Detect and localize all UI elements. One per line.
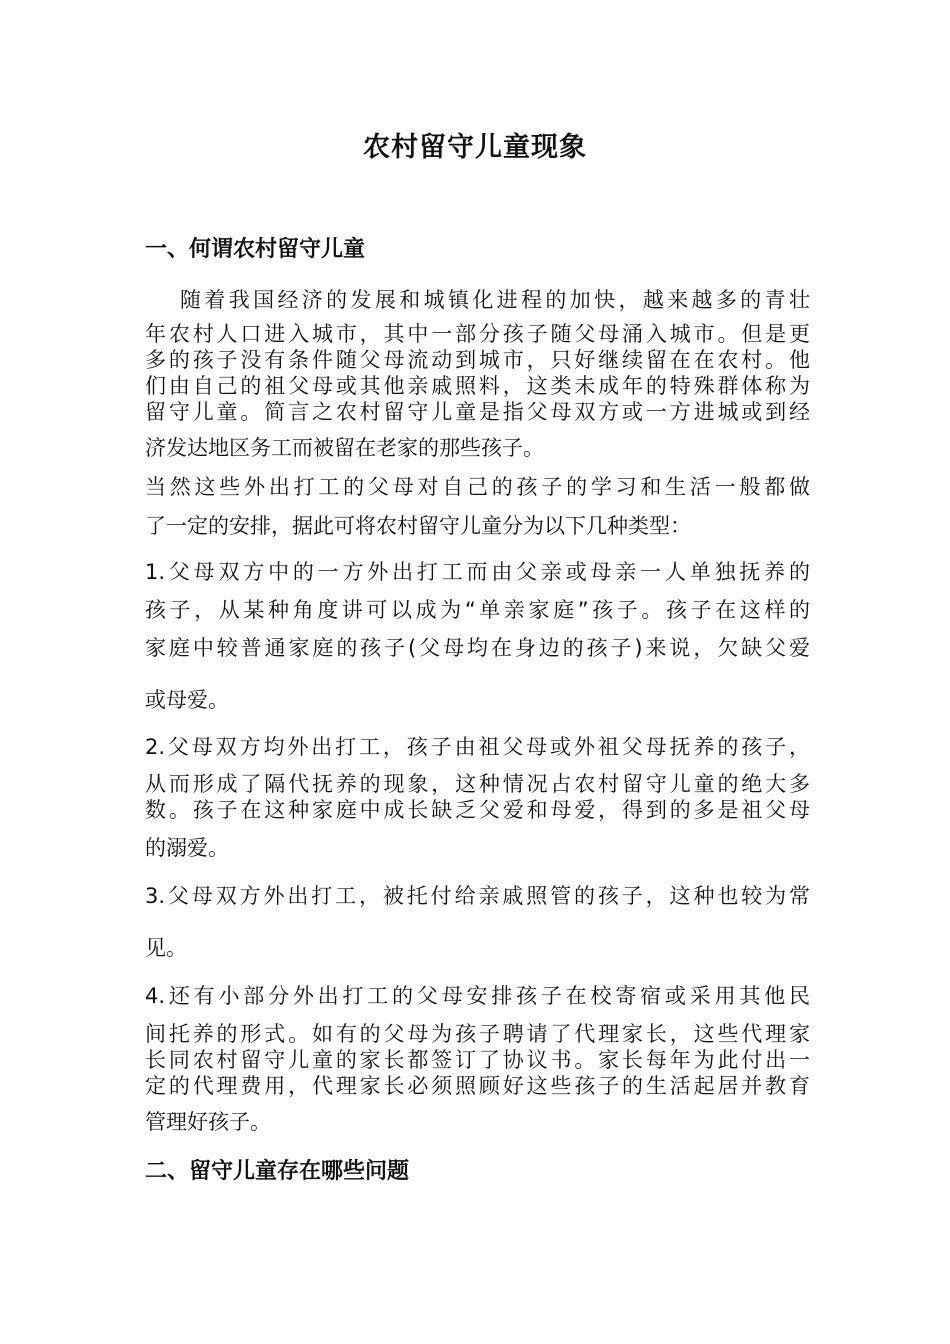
list-item-line: 长同农村留守儿童的家长都签订了协议书。家长每年为此付出一	[145, 1048, 810, 1072]
list-item-line: 家庭中较普通家庭的孩子(父母均在身边的孩子)来说，欠缺父爱	[145, 636, 810, 660]
list-item-line: 间托养的形式。如有的父母为孩子聘请了代理家长，这些代理家	[145, 1022, 810, 1046]
paragraph-line: 随着我国经济的发展和城镇化进程的加快，越来越多的青壮	[180, 288, 810, 312]
list-item-line: 管理好孩子。	[145, 1110, 271, 1134]
list-item-line: 1.父母双方中的一方外出打工而由父亲或母亲一人单独抚养的	[145, 560, 810, 584]
list-item-line: 从而形成了隔代抚养的现象，这种情况占农村留守儿童的绝大多	[145, 772, 810, 796]
list-item-line: 3.父母双方外出打工，被托付给亲戚照管的孩子，这种也较为常	[145, 884, 810, 908]
paragraph-line: 当然这些外出打工的父母对自己的孩子的学习和生活一般都做	[145, 475, 810, 499]
list-item-line: 定的代理费用，代理家长必须照顾好这些孩子的生活起居并教育	[145, 1074, 810, 1098]
list-item-line: 4.还有小部分外出打工的父母安排孩子在校寄宿或采用其他民	[145, 984, 810, 1008]
section-heading-2: 二、留守儿童存在哪些问题	[145, 1159, 410, 1184]
list-item-line: 或母爱。	[145, 688, 229, 712]
paragraph-line: 们由自己的祖父母或其他亲戚照料，这类未成年的特殊群体称为	[145, 374, 810, 398]
document-title: 农村留守儿童现象	[363, 132, 587, 163]
list-item-line: 的溺爱。	[145, 836, 229, 860]
paragraph-line: 济发达地区务工而被留在老家的那些孩子。	[145, 436, 544, 460]
list-item-line: 2.父母双方均外出打工，孩子由祖父母或外祖父母抚养的孩子，	[145, 735, 810, 759]
list-item-line: 孩子，从某种角度讲可以成为“单亲家庭”孩子。孩子在这样的	[145, 598, 810, 622]
paragraph-line: 年农村人口进入城市，其中一部分孩子随父母涌入城市。但是更	[145, 322, 810, 346]
paragraph-line: 多的孩子没有条件随父母流动到城市，只好继续留在在农村。他	[145, 348, 810, 372]
paragraph-line: 了一定的安排，据此可将农村留守儿童分为以下几种类型：	[145, 514, 691, 538]
section-heading-1: 一、何谓农村留守儿童	[145, 237, 366, 262]
paragraph-line: 留守儿童。简言之农村留守儿童是指父母双方或一方进城或到经	[145, 400, 810, 424]
list-item-line: 见。	[145, 936, 187, 960]
list-item-line: 数。孩子在这种家庭中成长缺乏父爱和母爱，得到的多是祖父母	[145, 798, 810, 822]
